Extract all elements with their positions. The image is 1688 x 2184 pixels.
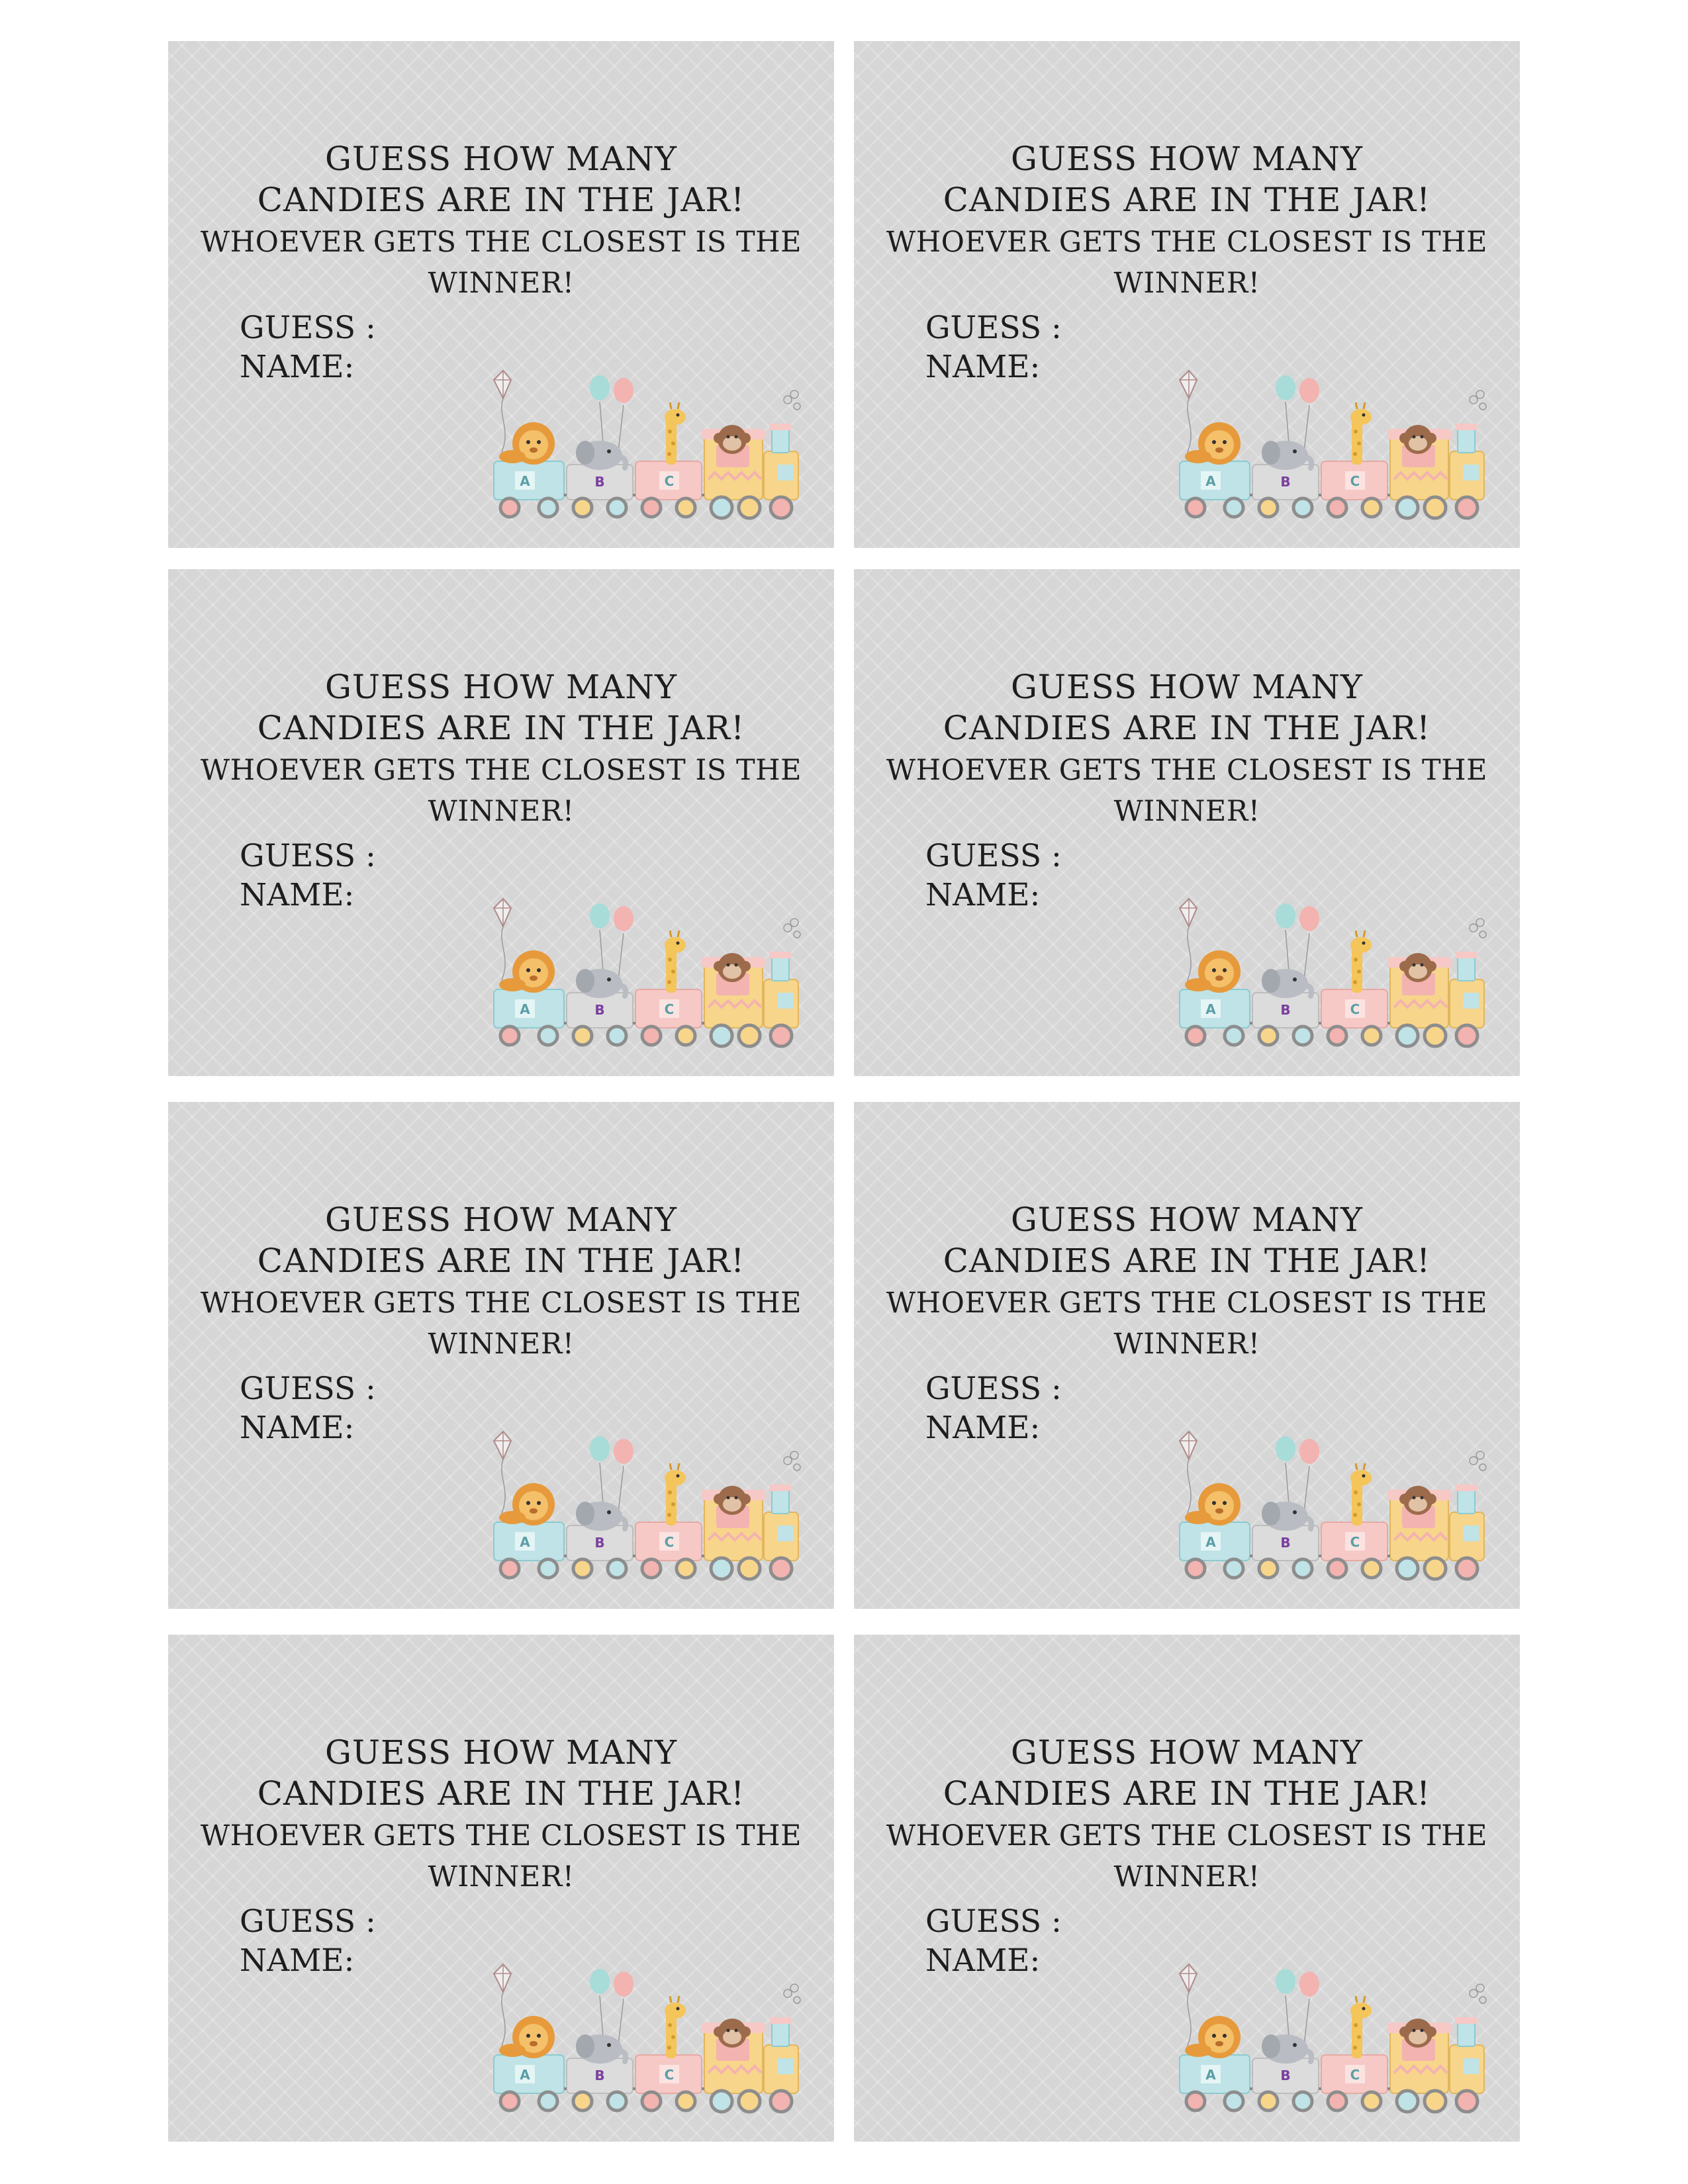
train-wheels xyxy=(500,497,792,518)
giraffe-icon xyxy=(665,931,686,993)
balloon-icon xyxy=(590,903,633,979)
car-letter-b: B xyxy=(1280,2068,1291,2083)
name-label: NAME: xyxy=(240,349,355,385)
name-label: NAME: xyxy=(240,1942,355,1979)
giraffe-icon xyxy=(665,402,686,465)
train-wheels xyxy=(1186,1025,1477,1046)
guess-label: GUESS : xyxy=(240,838,376,874)
smoke-icon xyxy=(1470,390,1486,410)
train-wheels xyxy=(500,1558,792,1579)
balloon-icon xyxy=(1276,903,1319,979)
lion-icon xyxy=(1185,422,1241,465)
car-letter-b: B xyxy=(1280,1002,1291,1018)
title-line-2: CANDIES ARE IN THE JAR! xyxy=(943,709,1431,747)
subtitle-line-1: WHOEVER GETS THE CLOSEST IS THE xyxy=(200,754,802,787)
subtitle-line-1: WHOEVER GETS THE CLOSEST IS THE xyxy=(200,1819,802,1852)
lion-icon xyxy=(1185,950,1241,993)
guess-label: GUESS : xyxy=(925,310,1062,346)
name-label: NAME: xyxy=(240,1410,355,1446)
car-letter-c: C xyxy=(1350,2067,1360,2083)
lion-icon xyxy=(499,1483,555,1525)
subtitle-line-1: WHOEVER GETS THE CLOSEST IS THE xyxy=(200,226,802,259)
subtitle-line-2: WINNER! xyxy=(428,267,575,300)
title-line-2: CANDIES ARE IN THE JAR! xyxy=(257,709,745,747)
subtitle-line-1: WHOEVER GETS THE CLOSEST IS THE xyxy=(886,754,1488,787)
subtitle-line-1: WHOEVER GETS THE CLOSEST IS THE xyxy=(886,1287,1488,1320)
guess-label: GUESS : xyxy=(240,1371,376,1407)
car-letter-a: A xyxy=(520,1534,530,1550)
guess-card xyxy=(854,1635,1520,2142)
subtitle-line-2: WINNER! xyxy=(1113,1860,1260,1893)
title-line-2: CANDIES ARE IN THE JAR! xyxy=(943,1774,1431,1813)
lion-icon xyxy=(1185,2016,1241,2058)
subtitle-line-2: WINNER! xyxy=(1113,795,1260,828)
title-line-2: CANDIES ARE IN THE JAR! xyxy=(257,1774,745,1813)
car-letter-c: C xyxy=(664,1534,675,1550)
train-wheels xyxy=(1186,497,1477,518)
balloon-icon xyxy=(1276,1436,1319,1512)
car-letter-b: B xyxy=(594,474,605,490)
title-line-1: GUESS HOW MANY xyxy=(324,1733,678,1772)
giraffe-icon xyxy=(1350,1463,1372,1525)
smoke-icon xyxy=(1470,919,1486,938)
subtitle-line-1: WHOEVER GETS THE CLOSEST IS THE xyxy=(886,1819,1488,1852)
lion-icon xyxy=(499,950,555,993)
animal-train-illustration xyxy=(1172,893,1496,1056)
balloon-icon xyxy=(1276,1969,1319,2045)
title-line-1: GUESS HOW MANY xyxy=(1010,668,1364,706)
car-letter-b: B xyxy=(594,2068,605,2083)
animal-train-illustration xyxy=(1172,1959,1496,2121)
balloon-icon xyxy=(590,375,633,451)
balloon-icon xyxy=(590,1436,633,1512)
title-line-1: GUESS HOW MANY xyxy=(1010,1733,1364,1772)
subtitle-line-1: WHOEVER GETS THE CLOSEST IS THE xyxy=(200,1287,802,1320)
name-label: NAME: xyxy=(240,877,355,913)
guess-label: GUESS : xyxy=(925,1371,1062,1407)
car-letter-b: B xyxy=(594,1535,605,1551)
smoke-icon xyxy=(784,1984,800,2003)
guess-card xyxy=(854,1102,1520,1609)
title-line-1: GUESS HOW MANY xyxy=(1010,1201,1364,1239)
balloon-icon xyxy=(1276,375,1319,451)
guess-card xyxy=(854,569,1520,1076)
car-letter-c: C xyxy=(664,1001,675,1017)
guess-label: GUESS : xyxy=(240,1903,376,1940)
giraffe-icon xyxy=(665,1996,686,2058)
car-letter-c: C xyxy=(1350,1001,1360,1017)
title-line-2: CANDIES ARE IN THE JAR! xyxy=(257,1242,745,1280)
guess-card xyxy=(168,1102,834,1609)
guess-card xyxy=(854,41,1520,548)
train-wheels xyxy=(1186,1558,1477,1579)
giraffe-icon xyxy=(1350,402,1372,465)
title-line-2: CANDIES ARE IN THE JAR! xyxy=(943,1242,1431,1280)
car-letter-c: C xyxy=(1350,1534,1360,1550)
car-letter-c: C xyxy=(1350,473,1360,489)
giraffe-icon xyxy=(665,1463,686,1525)
car-letter-c: C xyxy=(664,2067,675,2083)
lion-icon xyxy=(499,422,555,465)
animal-train-illustration xyxy=(486,893,810,1056)
animal-train-illustration xyxy=(486,365,810,527)
title-line-1: GUESS HOW MANY xyxy=(324,1201,678,1239)
smoke-icon xyxy=(1470,1451,1486,1471)
subtitle-line-2: WINNER! xyxy=(428,1328,575,1361)
subtitle-line-2: WINNER! xyxy=(1113,1328,1260,1361)
guess-label: GUESS : xyxy=(925,838,1062,874)
guess-card xyxy=(168,569,834,1076)
car-letter-b: B xyxy=(1280,1535,1291,1551)
title-line-1: GUESS HOW MANY xyxy=(324,140,678,178)
subtitle-line-2: WINNER! xyxy=(1113,267,1260,300)
title-line-2: CANDIES ARE IN THE JAR! xyxy=(943,181,1431,219)
car-letter-a: A xyxy=(520,1001,530,1017)
title-line-1: GUESS HOW MANY xyxy=(324,668,678,706)
smoke-icon xyxy=(784,919,800,938)
car-letter-a: A xyxy=(520,473,530,489)
train-wheels xyxy=(500,1025,792,1046)
guess-card xyxy=(168,1635,834,2142)
train-wheels xyxy=(1186,2091,1477,2112)
subtitle-line-2: WINNER! xyxy=(428,1860,575,1893)
subtitle-line-1: WHOEVER GETS THE CLOSEST IS THE xyxy=(886,226,1488,259)
car-letter-b: B xyxy=(1280,474,1291,490)
guess-label: GUESS : xyxy=(925,1903,1062,1940)
animal-train-illustration xyxy=(1172,1426,1496,1588)
smoke-icon xyxy=(784,390,800,410)
giraffe-icon xyxy=(1350,1996,1372,2058)
train-wheels xyxy=(500,2091,792,2112)
smoke-icon xyxy=(784,1451,800,1471)
smoke-icon xyxy=(1470,1984,1486,2003)
name-label: NAME: xyxy=(925,349,1041,385)
lion-icon xyxy=(1185,1483,1241,1525)
animal-train-illustration xyxy=(1172,365,1496,527)
subtitle-line-2: WINNER! xyxy=(428,795,575,828)
guess-label: GUESS : xyxy=(240,310,376,346)
name-label: NAME: xyxy=(925,1942,1041,1979)
animal-train-illustration xyxy=(486,1959,810,2121)
car-letter-a: A xyxy=(1205,2067,1216,2083)
guess-card xyxy=(168,41,834,548)
giraffe-icon xyxy=(1350,931,1372,993)
lion-icon xyxy=(499,2016,555,2058)
car-letter-b: B xyxy=(594,1002,605,1018)
title-line-2: CANDIES ARE IN THE JAR! xyxy=(257,181,745,219)
car-letter-a: A xyxy=(1205,473,1216,489)
car-letter-a: A xyxy=(1205,1534,1216,1550)
balloon-icon xyxy=(590,1969,633,2045)
car-letter-a: A xyxy=(1205,1001,1216,1017)
name-label: NAME: xyxy=(925,877,1041,913)
title-line-1: GUESS HOW MANY xyxy=(1010,140,1364,178)
animal-train-illustration xyxy=(486,1426,810,1588)
car-letter-a: A xyxy=(520,2067,530,2083)
car-letter-c: C xyxy=(664,473,675,489)
name-label: NAME: xyxy=(925,1410,1041,1446)
